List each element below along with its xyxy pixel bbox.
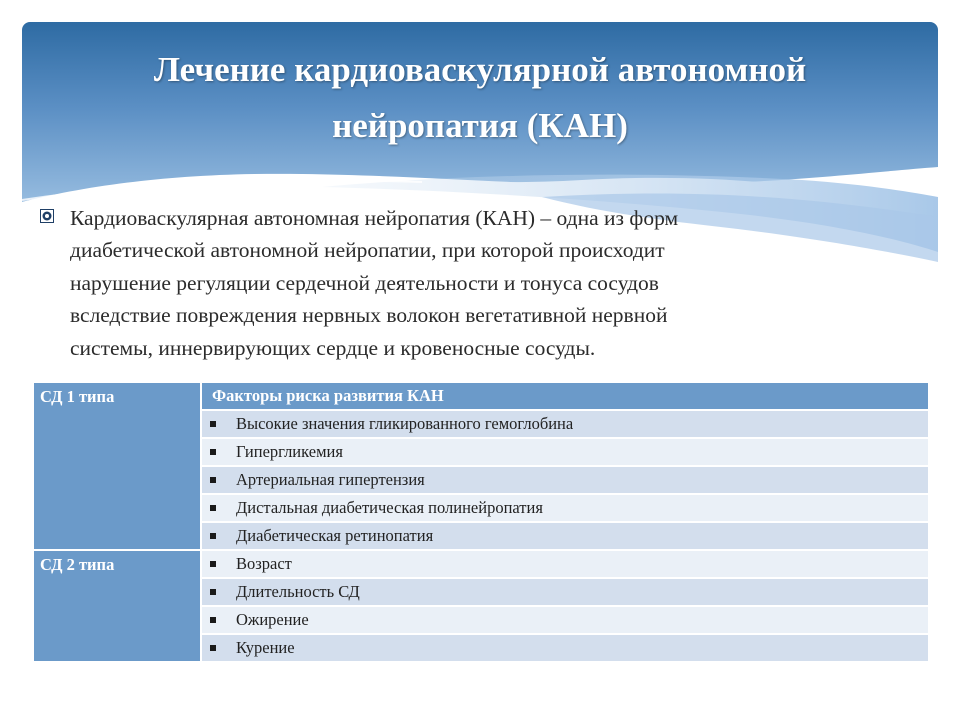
- risk-factor: Высокие значения гликированного гемоглобина: [236, 414, 574, 433]
- definition-line: диабетической автономной нейропатии, при которой происходит: [70, 238, 665, 263]
- table-row: [33, 550, 929, 578]
- risk-factors-table: [32, 381, 930, 663]
- risk-factor: Ожирение: [236, 610, 309, 629]
- definition-line: системы, иннервирующих сердце и кровеносные сосуды.: [70, 335, 596, 360]
- circle-bullet-icon: [40, 202, 70, 364]
- type2-cell: СД 2 типа: [33, 550, 201, 662]
- definition-line: Кардиоваскулярная автономная нейропатия (КАН) – одна из форм: [70, 206, 679, 230]
- slide-title: [22, 42, 938, 154]
- square-bullet-icon: [210, 589, 216, 595]
- square-bullet-icon: [210, 533, 216, 539]
- risk-factor: Длительность СД: [236, 582, 360, 601]
- table-header: Факторы риска развития КАН: [201, 382, 929, 410]
- square-bullet-icon: [210, 617, 216, 623]
- risk-factor: Дистальная диабетическая полинейропатия: [236, 498, 543, 517]
- definition-line: нарушение регуляции сердечной деятельности и тонуса сосудов: [70, 270, 659, 295]
- title-line-2: нейропатия (КАН): [332, 106, 628, 145]
- definition-line: вследствие повреждения нервных волокон вегетативной нервной: [70, 303, 668, 328]
- square-bullet-icon: [210, 561, 216, 567]
- risk-factor: Диабетическая ретинопатия: [236, 526, 434, 545]
- risk-factor: Артериальная гипертензия: [236, 470, 425, 489]
- square-bullet-icon: [210, 645, 216, 651]
- title-line-1: Лечение кардиоваскулярной автономной: [153, 50, 807, 89]
- definition-paragraph: [40, 202, 860, 364]
- risk-factor: Гипергликемия: [236, 442, 343, 461]
- risk-factor: Возраст: [236, 554, 292, 573]
- type1-cell: СД 1 типа: [33, 382, 201, 550]
- square-bullet-icon: [210, 477, 216, 483]
- risk-factor: Курение: [236, 638, 295, 657]
- square-bullet-icon: [210, 449, 216, 455]
- square-bullet-icon: [210, 505, 216, 511]
- definition-text: [70, 202, 678, 364]
- square-bullet-icon: [210, 421, 216, 427]
